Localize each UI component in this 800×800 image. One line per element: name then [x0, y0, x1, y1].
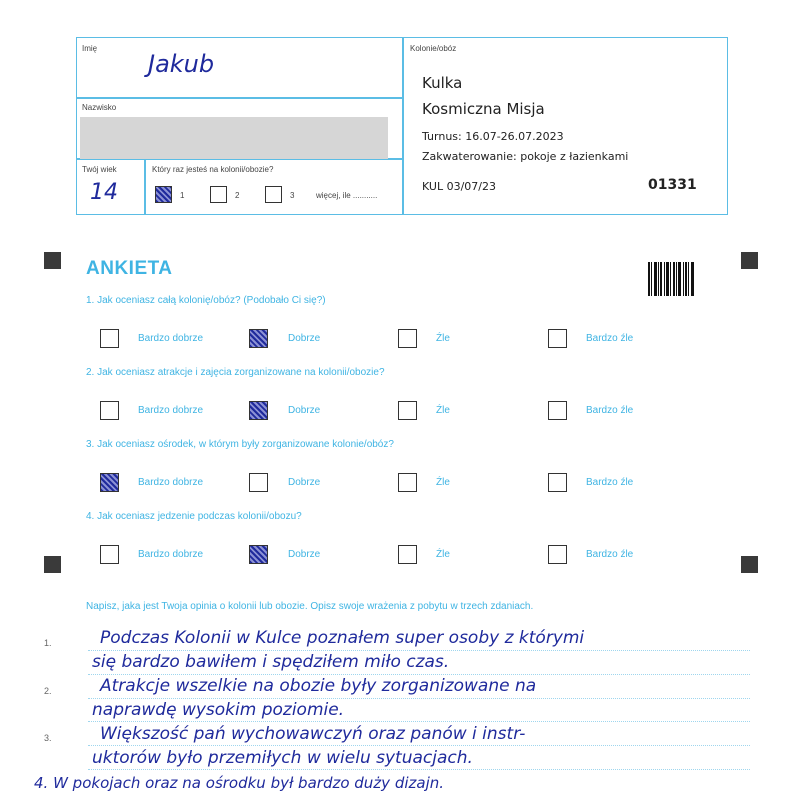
times-option-1: 1 [180, 191, 185, 200]
question-3-checkbox-3[interactable] [398, 473, 417, 492]
age-value[interactable]: 14 [90, 180, 118, 205]
times-label: Który raz jesteś na kolonii/obozie? [152, 165, 274, 174]
name-label: Imię [82, 44, 98, 53]
opinion-line[interactable]: uktorów było przemiłych w wielu sytuacjach. [92, 748, 473, 768]
surname-redaction [80, 117, 388, 159]
question-3-checkbox-1[interactable] [100, 473, 119, 492]
question-4-option-3: Źle [436, 549, 450, 560]
opinion-line[interactable]: Podczas Kolonii w Kulce poznałem super osoby z którymi [100, 628, 585, 648]
question-4-checkbox-3[interactable] [398, 545, 417, 564]
name-value[interactable]: Jakub [148, 50, 215, 78]
registration-mark [741, 252, 758, 269]
times-checkbox-2[interactable] [210, 186, 227, 203]
question-4-text: 4. Jak oceniasz jedzenie podczas kolonii/obozu? [86, 511, 302, 522]
opinion-line[interactable]: się bardzo bawiłem i spędziłem miło czas. [92, 652, 450, 672]
question-1-checkbox-2[interactable] [249, 329, 268, 348]
header-divider [402, 37, 404, 215]
question-3-checkbox-2[interactable] [249, 473, 268, 492]
dotted-line [88, 769, 750, 770]
question-2-checkbox-3[interactable] [398, 401, 417, 420]
header-row-divider [76, 97, 402, 99]
camp-name: Kulka [422, 74, 463, 92]
turnus: Turnus: 16.07-26.07.2023 [422, 130, 564, 143]
question-2-checkbox-1[interactable] [100, 401, 119, 420]
question-1-option-3: Źle [436, 333, 450, 344]
question-2-checkbox-4[interactable] [548, 401, 567, 420]
line-number-2: 2. [44, 686, 52, 696]
question-2-option-4: Bardzo źle [586, 405, 634, 416]
dotted-line [88, 674, 750, 675]
question-3-option-3: Źle [436, 477, 450, 488]
camp-code: KUL 03/07/23 [422, 180, 496, 193]
question-1-text: 1. Jak oceniasz całą kolonię/obóz? (Podobało Ci się?) [86, 295, 326, 306]
question-2-option-1: Bardzo dobrze [138, 405, 204, 416]
question-1-option-2: Dobrze [288, 333, 321, 344]
line-number-3: 3. [44, 733, 52, 743]
question-3-option-2: Dobrze [288, 477, 321, 488]
question-3-checkbox-4[interactable] [548, 473, 567, 492]
times-option-3: 3 [290, 191, 295, 200]
camp-label: Kolonie/obóz [410, 44, 457, 53]
survey-title: ANKIETA [86, 258, 173, 279]
question-1-checkbox-1[interactable] [100, 329, 119, 348]
registration-mark [44, 252, 61, 269]
opinion-extra-line[interactable]: 4. W pokojach oraz na ośrodku był bardzo duży dizajn. [34, 774, 445, 792]
question-1-checkbox-4[interactable] [548, 329, 567, 348]
opinion-line[interactable]: Większość pań wychowawczyń oraz panów i instr- [100, 724, 526, 744]
times-checkbox-1[interactable] [155, 186, 172, 203]
question-2-option-2: Dobrze [288, 405, 321, 416]
question-4-option-4: Bardzo źle [586, 549, 634, 560]
times-option-more: więcej, ile ........... [316, 191, 378, 200]
question-1-option-1: Bardzo dobrze [138, 333, 204, 344]
opinion-prompt: Napisz, jaka jest Twoja opinia o kolonii lub obozie. Opisz swoje wrażenia z pobytu w trzech zdaniach. [86, 601, 534, 612]
registration-mark [44, 556, 61, 573]
question-1-checkbox-3[interactable] [398, 329, 417, 348]
registration-mark [741, 556, 758, 573]
barcode [648, 262, 700, 296]
question-4-checkbox-1[interactable] [100, 545, 119, 564]
question-3-text: 3. Jak oceniasz ośrodek, w którym były zorganizowane kolonie/obóz? [86, 439, 394, 450]
times-option-2: 2 [235, 191, 240, 200]
question-4-checkbox-4[interactable] [548, 545, 567, 564]
surname-label: Nazwisko [82, 103, 117, 112]
question-1-option-4: Bardzo źle [586, 333, 634, 344]
header-cell-divider [144, 158, 146, 215]
camp-title: Kosmiczna Misja [422, 100, 545, 118]
question-3-option-4: Bardzo źle [586, 477, 634, 488]
question-2-text: 2. Jak oceniasz atrakcje i zajęcia zorganizowane na kolonii/obozie? [86, 367, 385, 378]
age-label: Twój wiek [82, 165, 117, 174]
dotted-line [88, 698, 750, 699]
form-number: 01331 [648, 177, 697, 193]
question-3-option-1: Bardzo dobrze [138, 477, 204, 488]
opinion-line[interactable]: naprawdę wysokim poziomie. [92, 700, 345, 720]
question-2-option-3: Źle [436, 405, 450, 416]
dotted-line [88, 721, 750, 722]
dotted-line [88, 650, 750, 651]
question-4-option-2: Dobrze [288, 549, 321, 560]
question-4-option-1: Bardzo dobrze [138, 549, 204, 560]
times-checkbox-3[interactable] [265, 186, 282, 203]
opinion-line[interactable]: Atrakcje wszelkie na obozie były zorganizowane na [100, 676, 537, 696]
question-2-checkbox-2[interactable] [249, 401, 268, 420]
line-number-1: 1. [44, 638, 52, 648]
accommodation: Zakwaterowanie: pokoje z łazienkami [422, 150, 629, 163]
dotted-line [88, 745, 750, 746]
question-4-checkbox-2[interactable] [249, 545, 268, 564]
